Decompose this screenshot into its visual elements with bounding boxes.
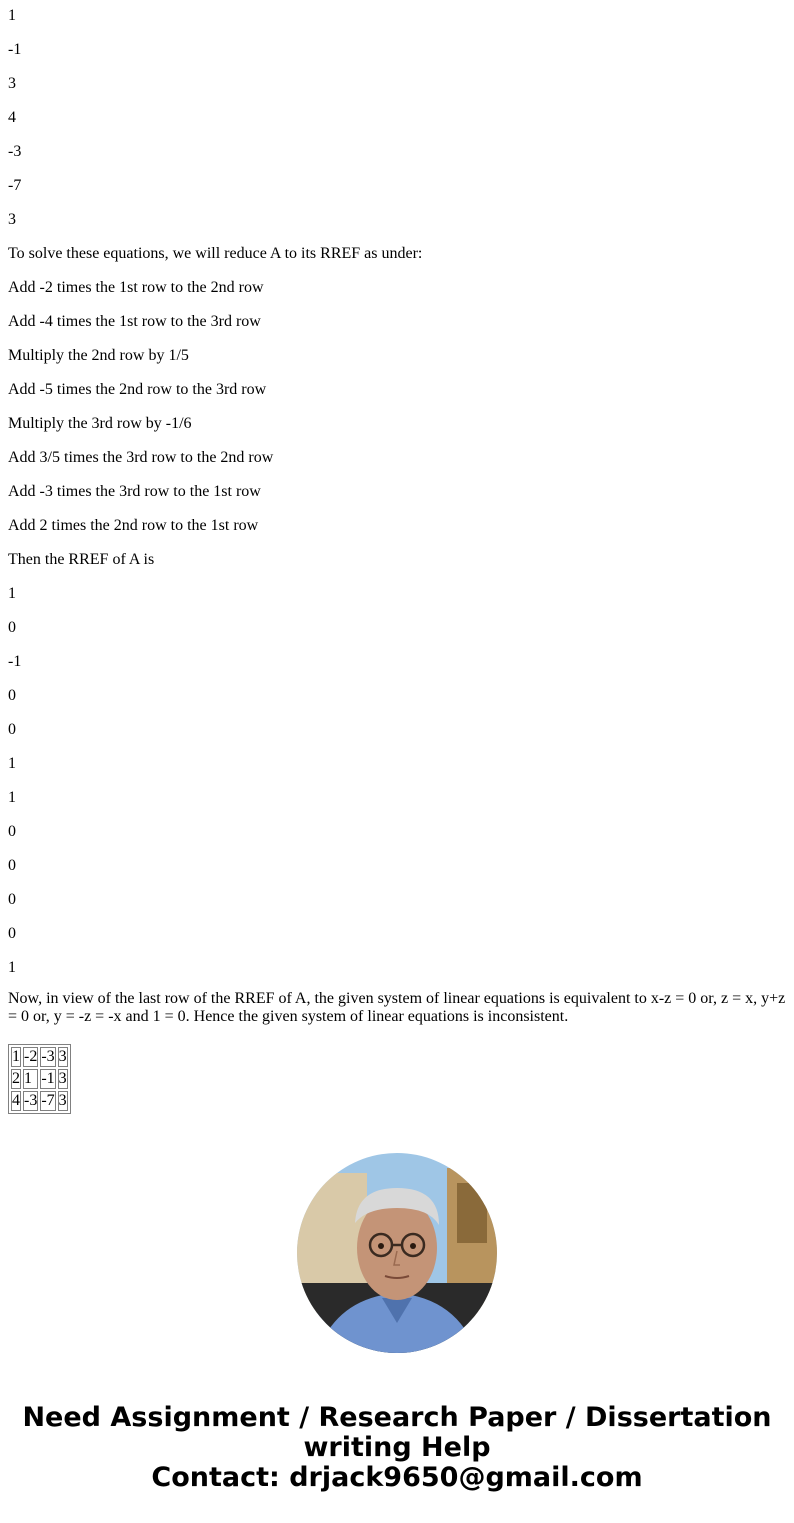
- matrix-cell: 4: [12, 1092, 20, 1109]
- matrix-cell: 1: [23, 1069, 38, 1089]
- text-line: 0: [8, 687, 16, 704]
- matrix-cell: -3: [41, 1048, 55, 1065]
- rref-heading: Then the RREF of A is: [8, 551, 155, 568]
- matrix-cell: 1: [12, 1048, 20, 1065]
- step-text: Add 3/5 times the 3rd row to the 2nd row: [8, 449, 274, 466]
- text-line: 0: [8, 823, 16, 840]
- text-line: 0: [8, 619, 16, 636]
- step-text: Add -3 times the 3rd row to the 1st row: [8, 483, 261, 500]
- matrix-row: [11, 1047, 68, 1067]
- author-photo: [297, 1153, 497, 1353]
- matrix-cell: -7: [41, 1092, 55, 1109]
- text-lines: [8, 0, 788, 986]
- step-text: Add -2 times the 1st row to the 2nd row: [8, 279, 264, 296]
- matrix-cell: 3: [58, 1070, 67, 1087]
- text-line: 1: [8, 789, 16, 806]
- step-text: Multiply the 3rd row by -1/6: [8, 415, 192, 432]
- text-line: 3: [8, 211, 16, 228]
- conclusion-text: Now, in view of the last row of the RREF of A, the given system of linear equations is equivalent to x-z = 0 or, z = x, y+z = 0 or, y = -z = -x and 1 = 0. Hence the given system of linear equations is inconsistent.: [8, 990, 786, 1025]
- text-line: 4: [8, 109, 16, 126]
- matrix-cell: -1: [41, 1070, 55, 1087]
- intro-text: To solve these equations, we will reduce A to its RREF as under:: [8, 245, 423, 262]
- matrix-cell: 3: [58, 1048, 67, 1065]
- text-line: 1: [8, 959, 16, 976]
- step-text: Add 2 times the 2nd row to the 1st row: [8, 517, 259, 534]
- text-line: 3: [8, 75, 16, 92]
- promo-banner: [0, 1403, 794, 1493]
- text-line: -1: [8, 653, 22, 670]
- matrix-cell: -3: [24, 1092, 38, 1109]
- text-line: 0: [8, 891, 16, 908]
- text-line: -3: [8, 143, 22, 160]
- text-line: 1: [8, 7, 16, 24]
- step-text: Add -5 times the 2nd row to the 3rd row: [8, 381, 267, 398]
- step-text: Add -4 times the 1st row to the 3rd row: [8, 313, 261, 330]
- matrix-cell: 3: [58, 1092, 67, 1109]
- text-line: 1: [8, 585, 16, 602]
- contact-line: Contact: drjack9650@gmail.com: [151, 1462, 643, 1493]
- text-line: 0: [8, 925, 16, 942]
- text-line: 0: [8, 721, 16, 738]
- promo-line: writing Help: [303, 1432, 491, 1463]
- text-line: -1: [8, 41, 22, 58]
- text-line: 1: [8, 755, 16, 772]
- promo-line: Need Assignment / Research Paper / Dissertation: [22, 1402, 772, 1433]
- matrix-table: [8, 1044, 71, 1114]
- document-body: [8, 0, 788, 1114]
- text-line: 0: [8, 857, 16, 874]
- step-text: Multiply the 2nd row by 1/5: [8, 347, 189, 364]
- portrait-image: [297, 1153, 497, 1353]
- matrix-cell: 2: [12, 1070, 20, 1087]
- matrix-cell: -2: [24, 1048, 38, 1065]
- matrix-row: [11, 1069, 68, 1089]
- text-line: -7: [8, 177, 22, 194]
- matrix-row: [11, 1091, 68, 1111]
